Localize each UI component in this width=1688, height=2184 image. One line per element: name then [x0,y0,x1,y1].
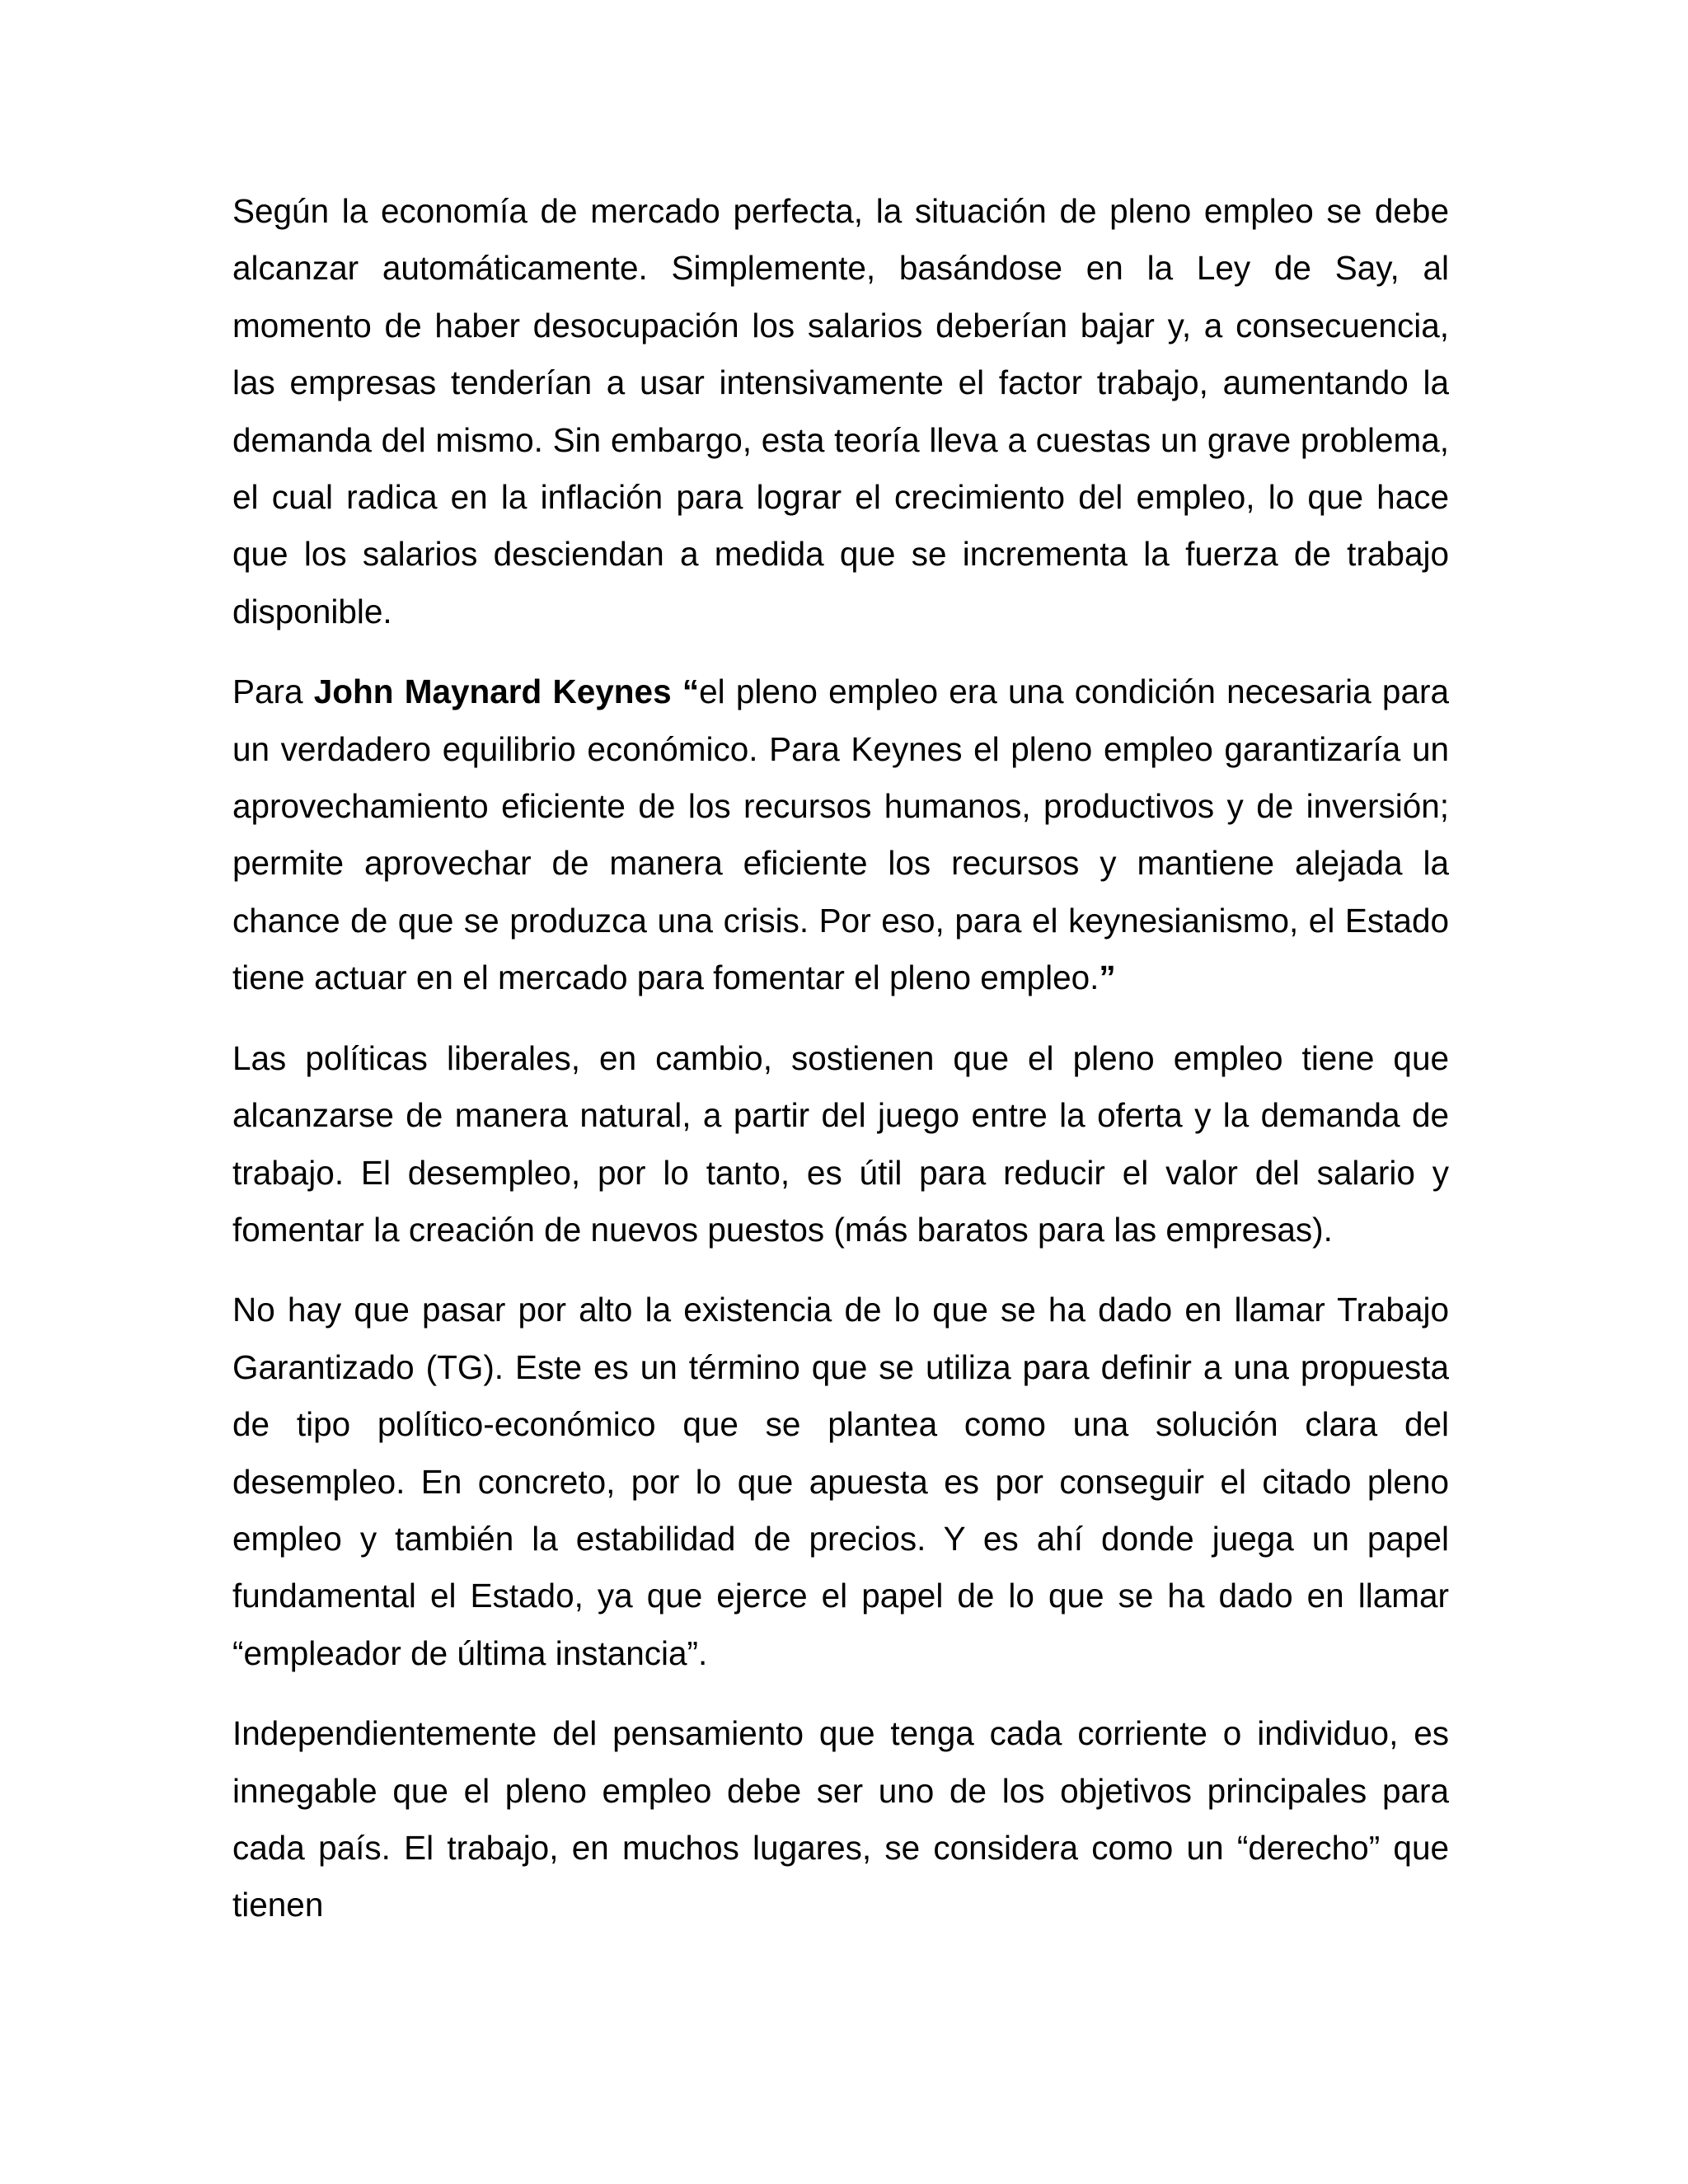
paragraph-ley-de-say: Según la economía de mercado perfecta, la situación de pleno empleo se debe alcanzar automáticamente. Simplemente, basándose en la Ley de Say, al momento de haber desocupación los salarios deberían bajar y, a consecuencia, las empresas tenderían a usar intensivamente el factor trabajo, aumentando la demanda del mismo. Sin embargo, esta teoría lleva a cuestas un grave problema, el cual radica en la inflación para lograr el crecimiento del empleo, lo que hace que los salarios desciendan a medida que se incrementa la fuerza de trabajo disponible. [232,192,1449,630]
paragraph-politicas-liberales: Las políticas liberales, en cambio, sostienen que el pleno empleo tiene que alcanzarse de manera natural, a partir del juego entre la oferta y la demanda de trabajo. El desempleo, por lo tanto, es útil para reducir el valor del salario y fomentar la creación de nuevos puestos (más baratos para las empresas). [232,1038,1449,1249]
keynes-name: John Maynard Keynes [313,673,672,711]
paragraph-independientemente: Independientemente del pensamiento que tenga cada corriente o individuo, es innegable que el pleno empleo debe ser uno de los objetivos principales para cada país. El trabajo, en muchos lugares, se considera como un “derecho” que tienen [232,1714,1449,1924]
keynes-close-quote: ” [1099,958,1116,997]
keynes-open-quote: “ [671,673,700,711]
document-body [232,183,1449,1957]
paragraph-trabajo-garantizado: No hay que pasar por alto la existencia de lo que se ha dado en llamar Trabajo Garantizado (TG). Este es un término que se utiliza para definir a una propuesta de tipo político-económico que se plantea como una solución clara del desempleo. En concreto, por lo que apuesta es por conseguir el citado pleno empleo y también la estabilidad de precios. Y es ahí donde juega un papel fundamental el Estado, ya que ejerce el papel de lo que se ha dado en llamar “empleador de última instancia”. [232,1291,1449,1672]
keynes-intro-text: Para [232,673,314,711]
keynes-quote-text: el pleno empleo era una condición necesaria para un verdadero equilibrio económico. Para Keynes el pleno empleo garantizaría un aprovechamiento eficiente de los recursos humanos, productivos y de inversión; permite aprovechar de manera eficiente los recursos y mantiene alejada la chance de que se produzca una crisis. Por eso, para el keynesianismo, el Estado tiene actuar en el mercado para fomentar el pleno empleo. [232,673,1449,997]
paragraph-keynes [232,663,1449,1006]
